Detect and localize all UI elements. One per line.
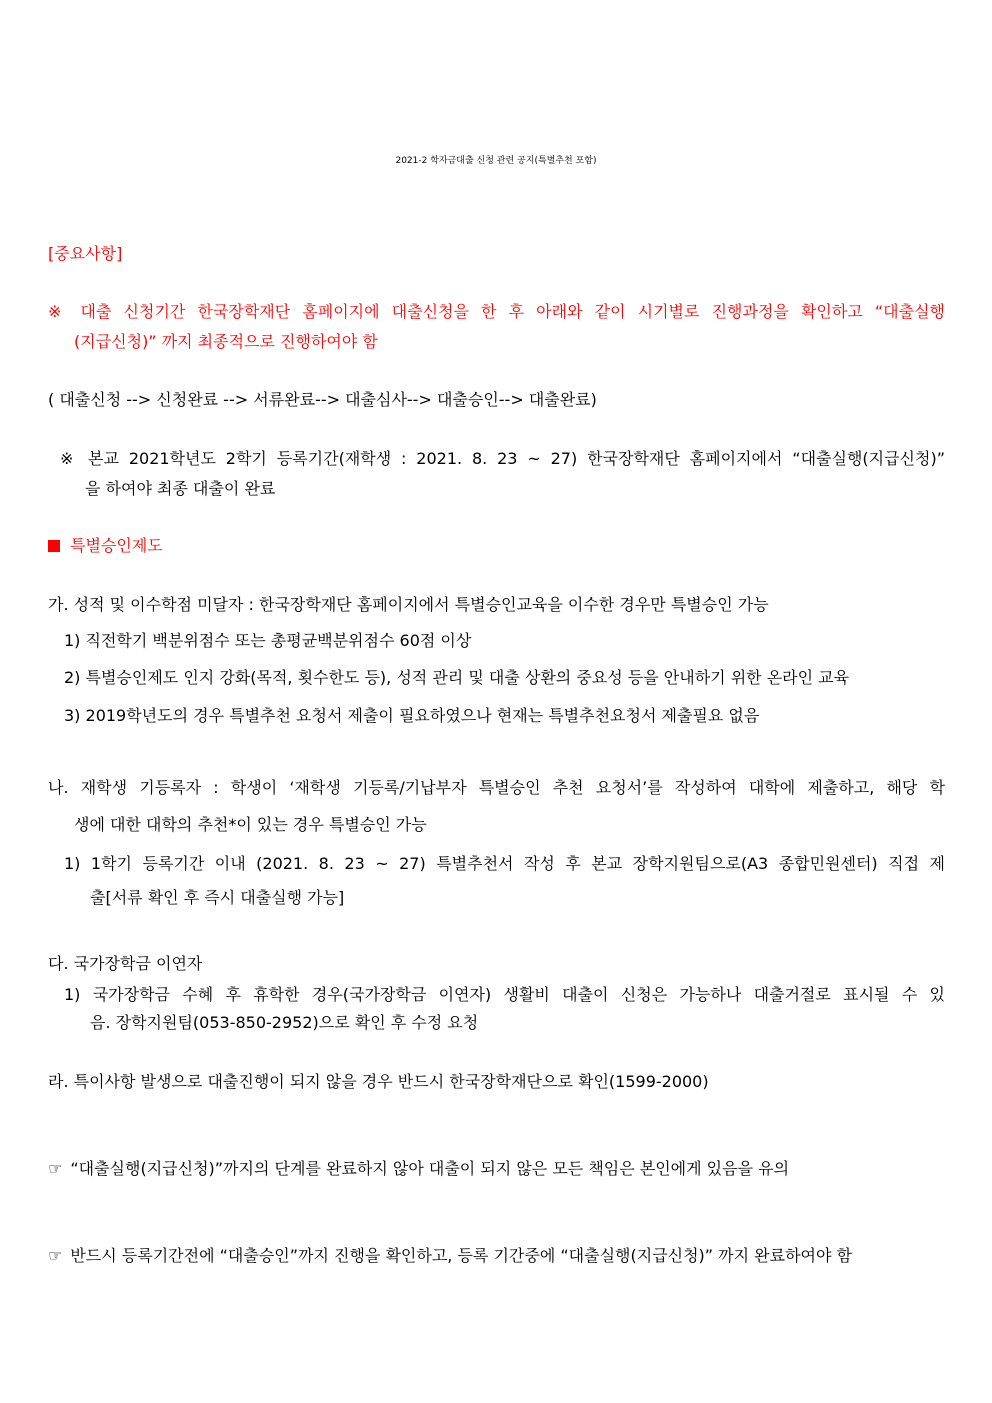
warning-2-text: 반드시 등록기간전에 “대출승인”까지 진행을 확인하고, 등록 기간중에 “대출실행(지급신청)” 까지 완료하여야 함 (70, 1246, 852, 1265)
section-na-heading-line1: 나. 재학생 기등록자 : 학생이 ‘재학생 기등록/기납부자 특별승인 추천 요청서’를 작성하여 대학에 제출하고, 해당 학 (48, 778, 945, 797)
section-da-heading: 다. 국가장학금 이연자 (48, 954, 203, 973)
square-bullet-icon (48, 540, 60, 552)
warning-1-text: “대출실행(지급신청)”까지의 단계를 완료하지 않아 대출이 되지 않은 모든 책임은 본인에게 있음을 유의 (70, 1159, 790, 1178)
section-ga-item2: 2) 특별승인제도 인지 강화(목적, 횟수한도 등), 성적 관리 및 대출 상환의 중요성 등을 안내하기 위한 온라인 교육 (64, 668, 850, 687)
section-ra-heading: 라. 특이사항 발생으로 대출진행이 되지 않을 경우 반드시 한국장학재단으로 확인(1599-2000) (48, 1072, 709, 1091)
warning-1 (48, 1157, 789, 1181)
important-heading: [중요사항] (48, 244, 123, 263)
section-na-heading-line2: 생에 대한 대학의 추천*이 있는 경우 특별승인 가능 (74, 815, 427, 834)
important-note-line1: ※ 대출 신청기간 한국장학재단 홈페이지에 대출신청을 한 후 아래와 같이 시기별로 진행과정을 확인하고 “대출실행 (48, 302, 945, 321)
page-title: 2021-2 학자금대출 신청 관련 공지(특별추천 포함) (395, 156, 597, 166)
special-heading-text: 특별승인제도 (70, 536, 163, 555)
section-ga-heading: 가. 성적 및 이수학점 미달자 : 한국장학재단 홈페이지에서 특별승인교육을 이수한 경우만 특별승인 가능 (48, 595, 769, 614)
section-ga-item3: 3) 2019학년도의 경우 특별추천 요청서 제출이 필요하였으나 현재는 특별추천요청서 제출필요 없음 (64, 706, 760, 725)
note2-line2: 을 하여야 최종 대출이 완료 (85, 479, 276, 498)
section-ga-item1: 1) 직전학기 백분위점수 또는 총평균백분위점수 60점 이상 (64, 631, 472, 650)
warning-2 (48, 1244, 852, 1268)
note2-line1: ※ 본교 2021학년도 2학기 등록기간(재학생 : 2021. 8. 23 ~ 27) 한국장학재단 홈페이지에서 “대출실행(지급신청)” (60, 449, 945, 468)
section-na-item1-line2: 출[서류 확인 후 즉시 대출실행 가능] (90, 888, 345, 907)
important-note-line2: (지급신청)” 까지 최종적으로 진행하여야 함 (74, 332, 378, 351)
pointing-hand-icon: ☞ (48, 1246, 63, 1265)
section-da-item1-line2: 음. 장학지원팀(053-850-2952)으로 확인 후 수정 요청 (90, 1013, 479, 1032)
pointing-hand-icon: ☞ (48, 1159, 63, 1178)
section-na-item1-line1: 1) 1학기 등록기간 이내 (2021. 8. 23 ~ 27) 특별추천서 작성 후 본교 장학지원팀으로(A3 종합민원센터) 직접 제 (64, 854, 945, 873)
section-da-item1-line1: 1) 국가장학금 수혜 후 휴학한 경우(국가장학금 이연자) 생활비 대출이 신청은 가능하나 대출거절로 표시될 수 있 (64, 985, 945, 1004)
special-approval-heading (48, 534, 163, 558)
process-flow: ( 대출신청 --> 신청완료 --> 서류완료--> 대출심사--> 대출승인--> 대출완료) (48, 390, 597, 409)
